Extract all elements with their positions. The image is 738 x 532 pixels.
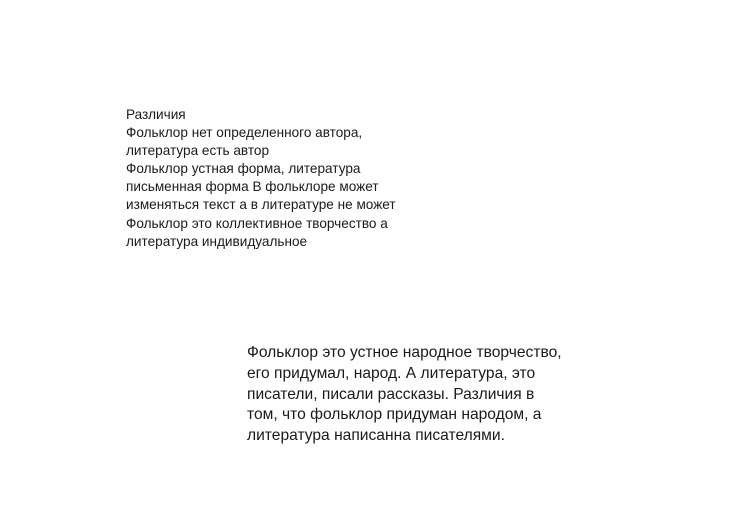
text-line: том, что фольклор придуман народом, а: [247, 406, 542, 424]
text-line: его придумал, народ. А литература, это: [247, 364, 536, 382]
text-line: письменная форма В фольклоре может: [126, 179, 379, 195]
text-line: Фольклор это коллективное творчество а: [126, 215, 388, 231]
text-line: Различия: [126, 107, 186, 122]
text-line: изменяться текст а в литературе не может: [126, 197, 396, 213]
text-line: Фольклор нет определенного автора,: [126, 125, 363, 141]
text-line: литература есть автор: [126, 143, 270, 159]
text-line: литература индивидуальное: [126, 233, 308, 249]
text-line: литература написанна писателями.: [247, 427, 505, 445]
definition-text-block: [247, 343, 637, 447]
text-line: писатели, писали рассказы. Различия в: [247, 385, 535, 403]
differences-text-block: [126, 106, 456, 251]
text-line: Фольклор устная форма, литература: [126, 161, 361, 177]
text-line: Фольклор это устное народное творчество,: [247, 344, 562, 361]
